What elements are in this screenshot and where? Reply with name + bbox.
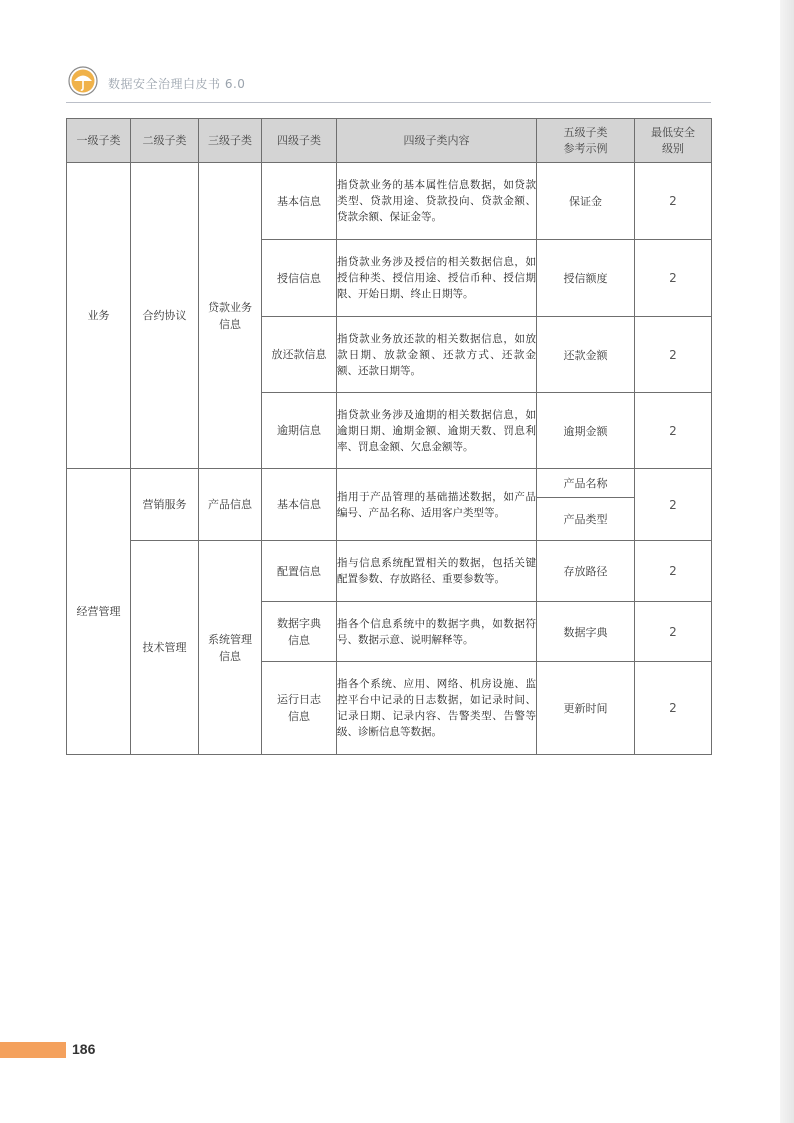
level3-cell: 产品信息	[199, 469, 262, 541]
min-level-cell: 2	[635, 240, 712, 317]
level4-cell: 数据字典 信息	[262, 602, 337, 662]
example-cell: 授信额度	[537, 240, 635, 317]
page-edge	[780, 0, 794, 1123]
level4-cell: 授信信息	[262, 240, 337, 317]
example-cell: 逾期金额	[537, 393, 635, 469]
running-header	[66, 64, 711, 103]
table-row	[67, 541, 712, 602]
col-header-level3: 三级子类	[199, 119, 262, 163]
content-cell: 指用于产品管理的基础描述数据，如产品编号、产品名称、适用客户类型等。	[337, 469, 537, 541]
example-cell: 产品名称	[537, 469, 635, 498]
min-level-cell: 2	[635, 469, 712, 541]
min-level-cell: 2	[635, 317, 712, 393]
col-header-example: 五级子类 参考示例	[537, 119, 635, 163]
table-row	[67, 469, 712, 498]
level1-cell: 业务	[67, 163, 131, 469]
table-header-row	[67, 119, 712, 163]
example-cell: 数据字典	[537, 602, 635, 662]
data-classification-table	[66, 118, 712, 755]
content-cell: 指各个信息系统中的数据字典，如数据符号、数据示意、说明解释等。	[337, 602, 537, 662]
example-cell: 存放路径	[537, 541, 635, 602]
example-cell: 更新时间	[537, 662, 635, 755]
content-cell: 指贷款业务涉及授信的相关数据信息，如授信种类、授信用途、授信币种、授信期限、开始日期、终止日期等。	[337, 240, 537, 317]
min-level-cell: 2	[635, 662, 712, 755]
example-cell: 还款金额	[537, 317, 635, 393]
level2-cell: 合约协议	[131, 163, 199, 469]
content-cell: 指与信息系统配置相关的数据，包括关键配置参数、存放路径、重要参数等。	[337, 541, 537, 602]
example-cell: 产品类型	[537, 498, 635, 541]
level2-cell: 技术管理	[131, 541, 199, 755]
level4-cell: 配置信息	[262, 541, 337, 602]
col-header-level1: 一级子类	[67, 119, 131, 163]
level4-cell: 基本信息	[262, 469, 337, 541]
level4-cell: 放还款信息	[262, 317, 337, 393]
table-row	[67, 163, 712, 240]
level4-cell: 运行日志 信息	[262, 662, 337, 755]
content-cell: 指贷款业务涉及逾期的相关数据信息，如逾期日期、逾期金额、逾期天数、罚息利率、罚息金额、欠息金额等。	[337, 393, 537, 469]
level3-cell: 贷款业务 信息	[199, 163, 262, 469]
min-level-cell: 2	[635, 393, 712, 469]
level1-cell: 经营管理	[67, 469, 131, 755]
content-cell: 指贷款业务的基本属性信息数据，如贷款类型、贷款用途、贷款投向、贷款金额、贷款余额、保证金等。	[337, 163, 537, 240]
umbrella-logo-icon	[68, 66, 98, 96]
col-header-level2: 二级子类	[131, 119, 199, 163]
min-level-cell: 2	[635, 163, 712, 240]
level4-cell: 逾期信息	[262, 393, 337, 469]
col-header-level4: 四级子类	[262, 119, 337, 163]
header-title: 数据安全治理白皮书 6.0	[108, 77, 246, 91]
content-cell: 指各个系统、应用、网络、机房设施、监控平台中记录的日志数据，如记录时间、记录日期、记录内容、告警类型、告警等级、诊断信息等数据。	[337, 662, 537, 755]
content-cell: 指贷款业务放还款的相关数据信息，如放款日期、放款金额、还款方式、还款金额、还款日期等。	[337, 317, 537, 393]
page-number: 186	[72, 1041, 96, 1057]
example-cell: 保证金	[537, 163, 635, 240]
level2-cell: 营销服务	[131, 469, 199, 541]
level3-cell: 系统管理 信息	[199, 541, 262, 755]
col-header-min-level: 最低安全 级别	[635, 119, 712, 163]
col-header-content: 四级子类内容	[337, 119, 537, 163]
min-level-cell: 2	[635, 541, 712, 602]
level4-cell: 基本信息	[262, 163, 337, 240]
footer-accent-bar	[0, 1042, 66, 1058]
min-level-cell: 2	[635, 602, 712, 662]
